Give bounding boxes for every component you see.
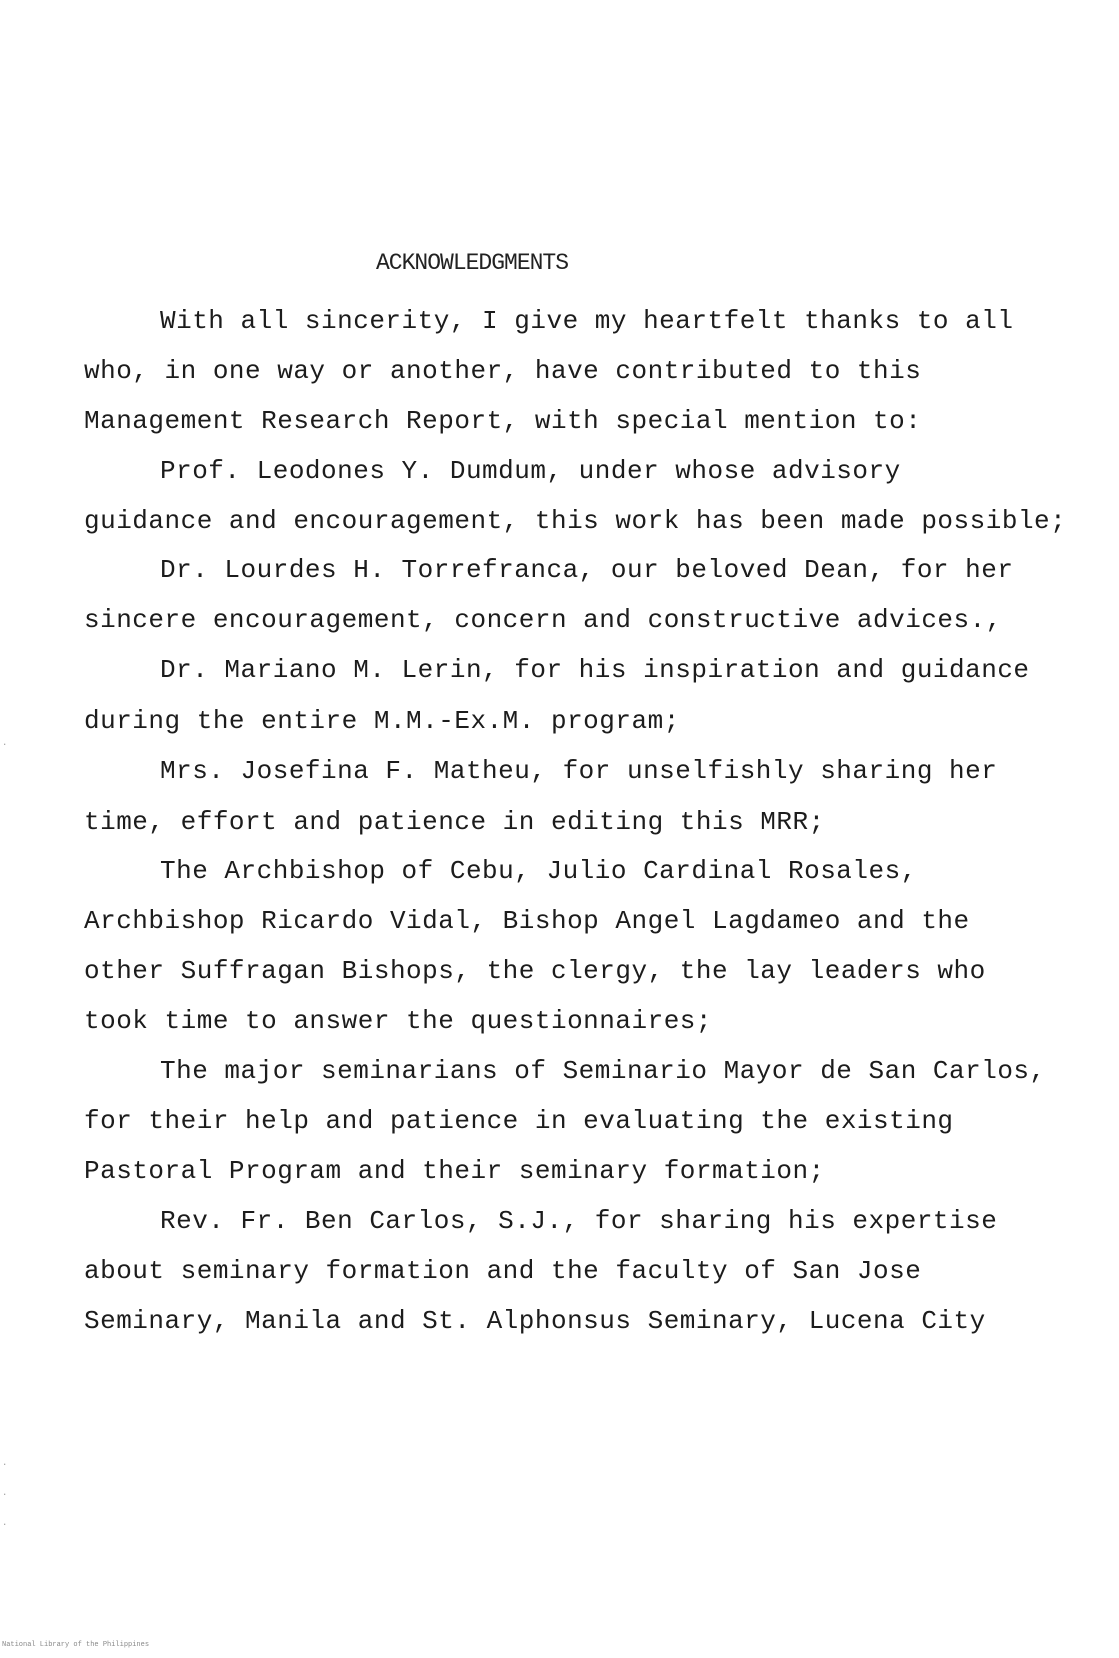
text-line: took time to answer the questionnaires; — [84, 1006, 712, 1036]
scan-mark: · — [2, 1490, 8, 1500]
text-line: Management Research Report, with special mention to: — [84, 406, 922, 436]
scan-mark: · — [2, 740, 8, 750]
text-line: Mrs. Josefina F. Matheu, for unselfishly sharing her — [160, 756, 998, 786]
text-line: Pastoral Program and their seminary formation; — [84, 1156, 825, 1186]
text-line: time, effort and patience in editing this MRR; — [84, 807, 825, 837]
text-line: The Archbishop of Cebu, Julio Cardinal Rosales, — [160, 856, 917, 886]
text-line: Archbishop Ricardo Vidal, Bishop Angel Lagdameo and the — [84, 906, 970, 936]
text-line: With all sincerity, I give my heartfelt thanks to all — [160, 306, 1014, 336]
page-title: ACKNOWLEDGMENTS — [376, 250, 569, 276]
text-line: Dr. Mariano M. Lerin, for his inspiration and guidance — [160, 655, 1030, 685]
text-line: during the entire M.M.-Ex.M. program; — [84, 706, 680, 736]
scan-footer: National Library of the Philippines — [2, 1641, 150, 1649]
text-line: sincere encouragement, concern and constructive advices., — [84, 605, 1002, 635]
text-line: other Suffragan Bishops, the clergy, the lay leaders who — [84, 956, 986, 986]
text-line: Rev. Fr. Ben Carlos, S.J., for sharing his expertise — [160, 1206, 998, 1236]
text-line: Prof. Leodones Y. Dumdum, under whose advisory — [160, 456, 901, 486]
text-line: Seminary, Manila and St. Alphonsus Seminary, Lucena City — [84, 1306, 986, 1336]
text-line: The major seminarians of Seminario Mayor de San Carlos, — [160, 1056, 1046, 1086]
text-line: guidance and encouragement, this work has been made possible; — [84, 506, 1067, 536]
text-line: Dr. Lourdes H. Torrefranca, our beloved Dean, for her — [160, 555, 1014, 585]
text-line: who, in one way or another, have contributed to this — [84, 356, 922, 386]
text-line: for their help and patience in evaluating the existing — [84, 1106, 954, 1136]
text-line: about seminary formation and the faculty of San Jose — [84, 1256, 922, 1286]
scan-mark: · — [2, 1520, 8, 1530]
scan-mark: · — [2, 1460, 8, 1470]
